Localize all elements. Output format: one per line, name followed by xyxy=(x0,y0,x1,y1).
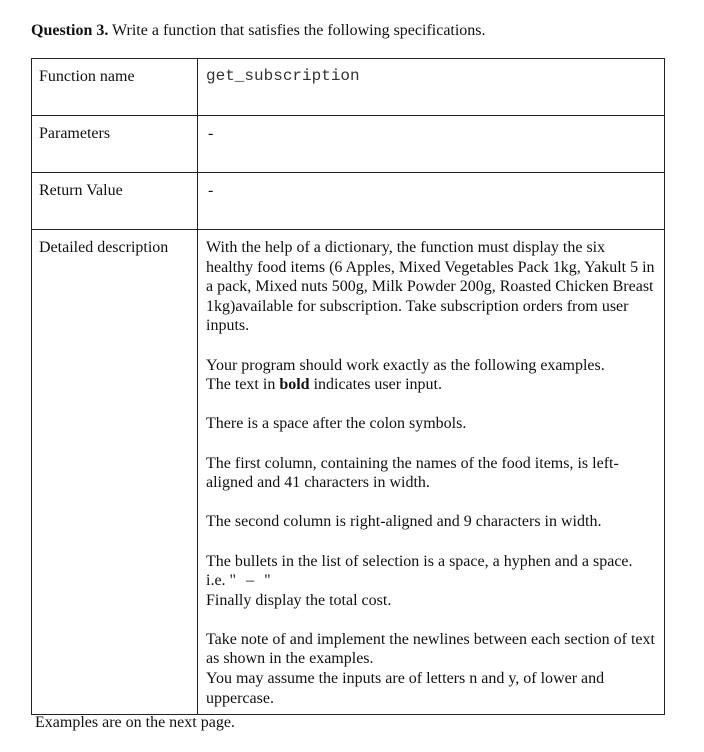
return-value-label: Return Value xyxy=(32,173,198,230)
separator-suffix: " xyxy=(264,572,271,590)
description-paragraph-4: The first column, containing the names of the food items, is left-aligned and 41 characters in width. xyxy=(206,454,619,492)
description-paragraph-7-line-1: Take note of and implement the newlines between each section of text as shown in the examples. xyxy=(206,630,655,668)
question-number: Question 3. xyxy=(31,22,109,39)
function-name-label: Function name xyxy=(32,59,198,116)
description-paragraph-7 xyxy=(206,630,656,708)
description-paragraph-2-line-2 xyxy=(206,375,656,395)
parameters-value xyxy=(198,116,665,173)
question-text: Write a function that satisfies the following specifications. xyxy=(108,22,486,39)
detailed-description-label: Detailed description xyxy=(32,230,198,715)
parameters-label: Parameters xyxy=(32,116,198,173)
description-paragraph-6-line-1: The bullets in the list of selection is a space, a hyphen and a space. xyxy=(206,552,633,570)
separator-dash: – xyxy=(246,572,255,590)
description-paragraph-2 xyxy=(206,356,656,395)
table-row-detailed-description xyxy=(32,230,665,715)
footer-note: Examples are on the next page. xyxy=(35,714,235,731)
parameters-dash: - xyxy=(208,125,214,142)
bold-note-prefix: The text in xyxy=(206,376,280,394)
specification-table xyxy=(31,58,665,715)
bold-note-suffix: indicates user input. xyxy=(309,376,442,394)
description-paragraph-1: With the help of a dictionary, the function must display the six healthy food items (6 Apples, Mixed Vegetables Pack 1kg, Yakult 5 in a pack, Mixed nuts 500g, Milk Powder 200g, Roasted Chicken Breast 1kg)available for subscription. Take subscription orders from user inputs. xyxy=(206,239,655,335)
bold-word: bold xyxy=(279,376,310,394)
separator-prefix: i.e. " xyxy=(206,572,237,590)
description-paragraph-6 xyxy=(206,552,656,611)
description-paragraph-2-line-1: Your program should work exactly as the following examples. xyxy=(206,356,605,374)
description-paragraph-6-line-3: Finally display the total cost. xyxy=(206,591,392,609)
table-row-function-name xyxy=(32,59,665,116)
description-paragraph-7-line-2: You may assume the inputs are of letters n and y, of lower and uppercase. xyxy=(206,670,605,707)
return-value-dash: - xyxy=(208,182,214,199)
description-paragraph-3: There is a space after the colon symbols. xyxy=(206,415,467,433)
question-heading xyxy=(31,21,486,41)
description-paragraph-5: The second column is right-aligned and 9 characters in width. xyxy=(206,513,602,531)
detailed-description-value xyxy=(198,230,665,715)
return-value-value xyxy=(198,173,665,230)
table-row-return-value xyxy=(32,173,665,230)
function-name-value: get_subscription xyxy=(198,59,665,116)
bullet-separator-example xyxy=(206,571,656,591)
table-row-parameters xyxy=(32,116,665,173)
